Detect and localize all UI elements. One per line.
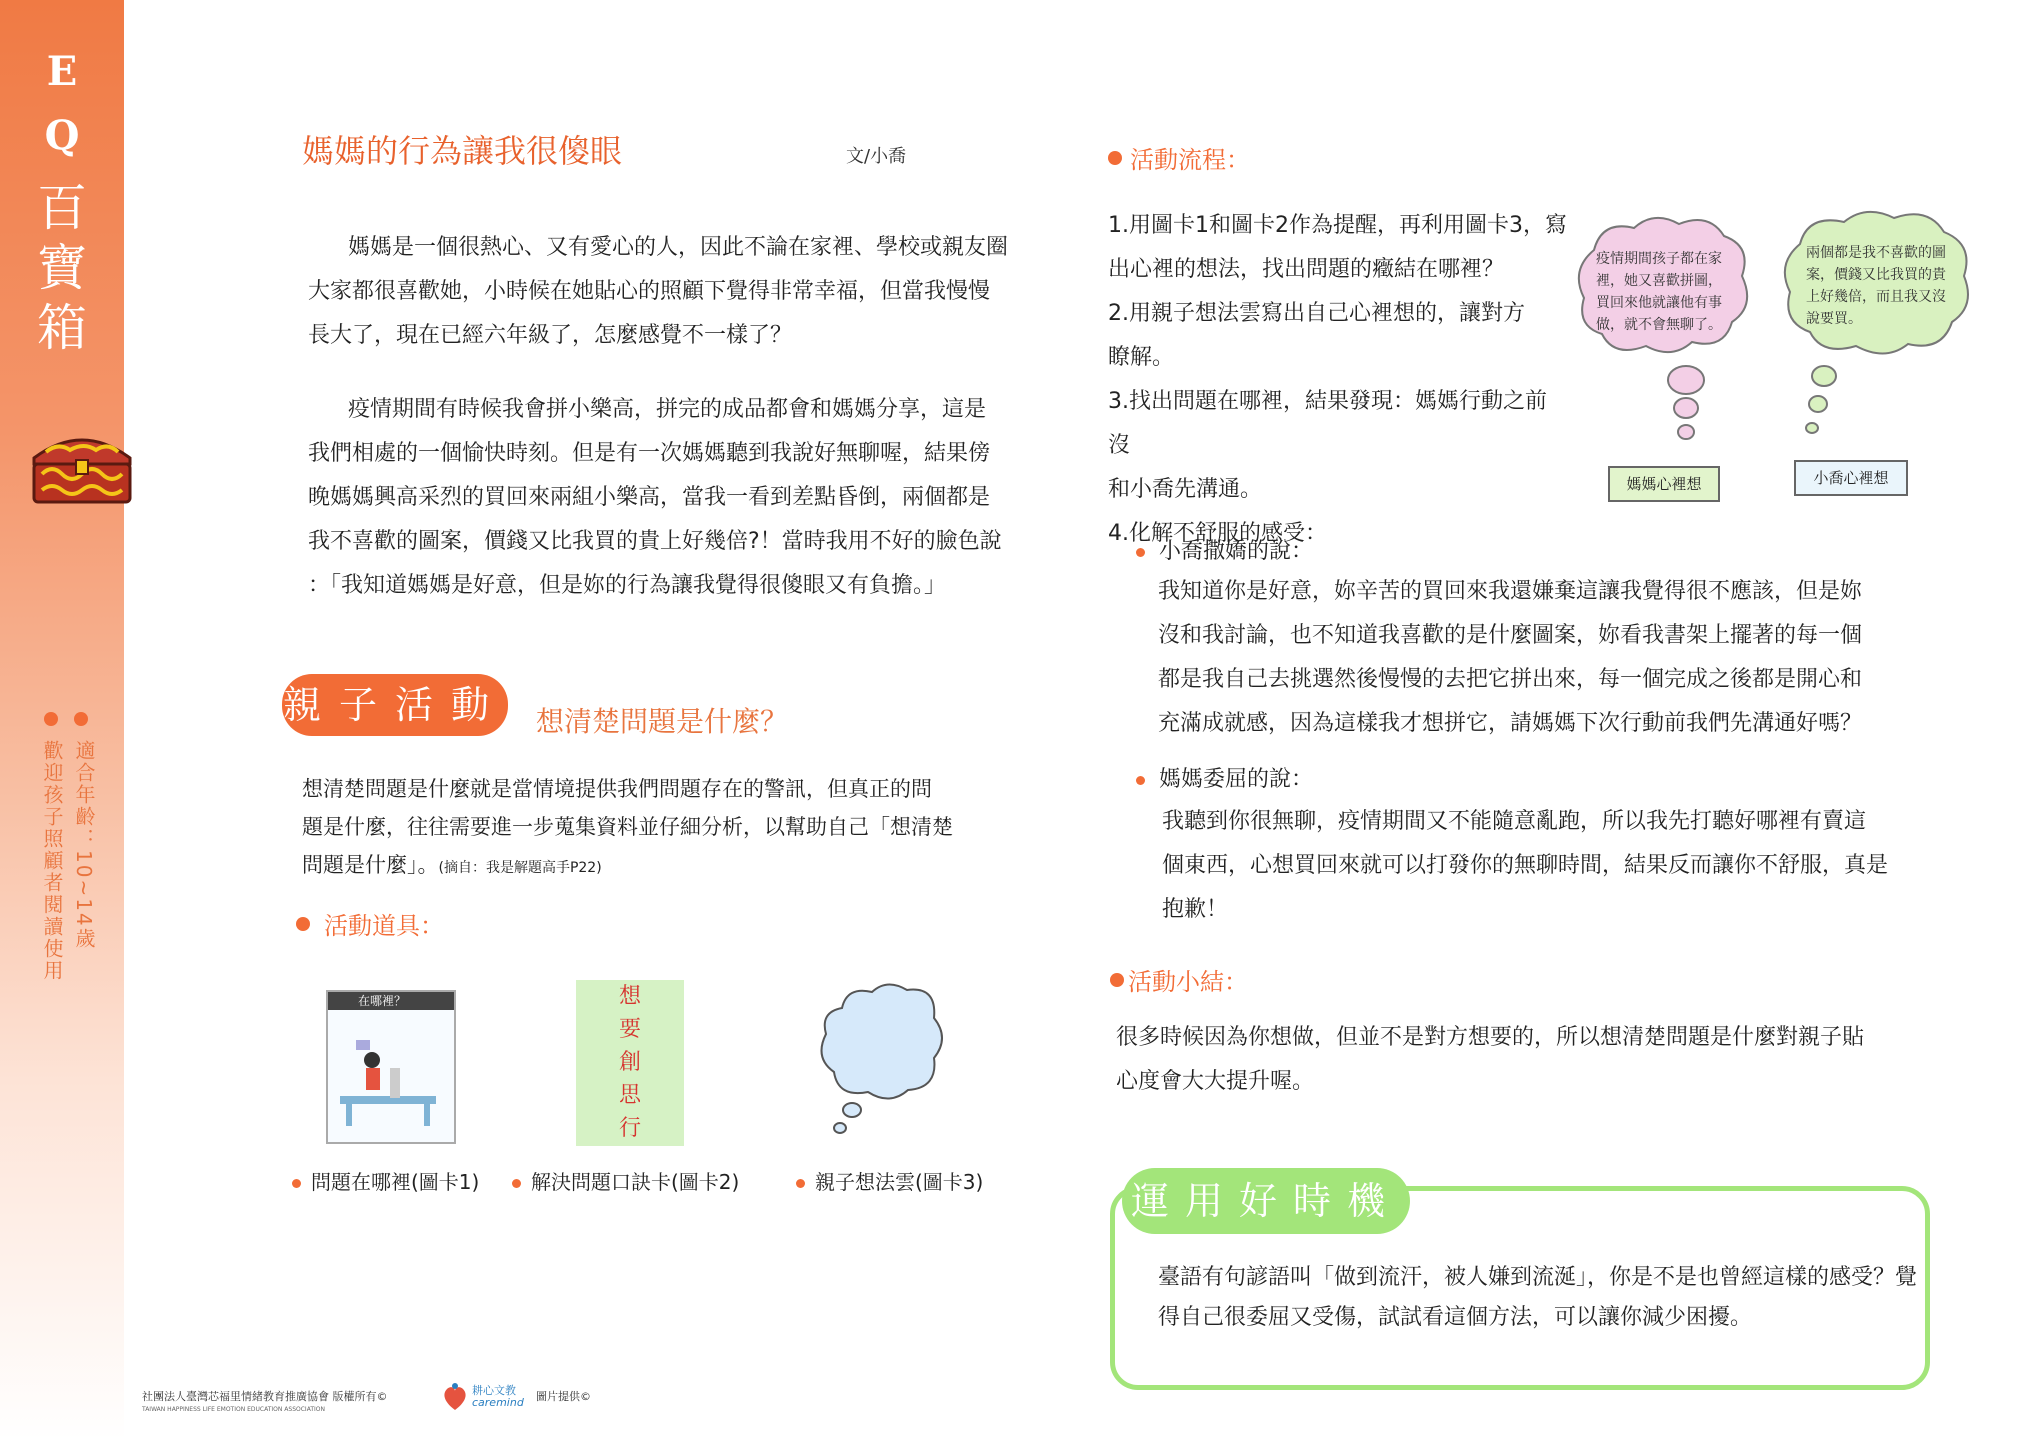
mom-thought-cloud xyxy=(1574,210,1754,470)
card-char: 思 xyxy=(618,1083,641,1108)
footer-org-english: TAIWAN HAPPINESS LIFE EMOTION EDUCATION ASSOCIATION xyxy=(142,1406,325,1413)
story-author: 文/小喬 xyxy=(846,146,907,167)
activity-intro: 想清楚問題是什麼就是當情境提供我們問題存在的警訊，但真正的問 題是什麼，往往需要進一步蒐集資料並仔細分析，以幫助自己「想清楚 問題是什麼」。(摘自：我是解題高手P22) xyxy=(302,777,953,877)
process-heading: 活動流程： xyxy=(1108,140,1250,175)
card-header: 在哪裡？ xyxy=(328,992,454,1010)
story-title: 媽媽的行為讓我很傻眼 xyxy=(302,132,623,170)
reader-note-text: 歡迎孩子照顧者閱讀使用 xyxy=(40,740,64,982)
activity-badge: 親子活動 xyxy=(282,674,508,736)
problem-card-image xyxy=(326,990,456,1144)
sidebar-letter-e: E xyxy=(46,48,78,95)
photo-credit: 圖片提供© xyxy=(536,1390,591,1403)
qiao-speech: 我知道你是好意，妳辛苦的買回來我還嫌棄這讓我覺得很不應該，但是妳 沒和我討論，也不知道我喜歡的是什麼圖案，妳看我書架上擺著的每一個 都是我自己去挑選然後慢慢的去把它拼出來，每一個完成之後都是開心和 充滿成就感，因為這樣我才想拼它，請媽媽下次行動前我們先溝通好嗎？ xyxy=(1158,579,1863,736)
tool-item: 解決問題口訣卡(圖卡2) xyxy=(512,1166,739,1195)
tool-item: 問題在哪裡(圖卡1) xyxy=(292,1166,479,1195)
process-steps: 1.用圖卡1和圖卡2作為提醒，再利用圖卡3，寫 出心裡的想法，找出問題的癥結在哪裡？ 2.用親子想法雲寫出自己心裡想的，讓對方 瞭解。 3.找出問題在哪裡，結果發現：媽媽行動之前沒 和小喬先溝通。 4.化解不舒服的感受： xyxy=(1108,213,1567,546)
solution-slogan-card xyxy=(576,980,684,1146)
summary-heading: 活動小結： xyxy=(1110,962,1248,997)
tools-heading: 活動道具： xyxy=(296,906,444,941)
sidebar-dot xyxy=(74,712,88,726)
mom-speech: 我聽到你很無聊，疫情期間又不能隨意亂跑，所以我先打聽好哪裡有賣這 個東西，心想買回來就可以打發你的無聊時間，結果反而讓你不舒服，真是 抱歉！ xyxy=(1162,809,1889,922)
card-char: 要 xyxy=(618,1017,641,1042)
sidebar-title-char: 箱 xyxy=(37,299,87,357)
bullet-dot xyxy=(1136,548,1145,557)
story-paragraph-2: 疫情期間有時候我會拼小樂高，拼完的成品都會和媽媽分享，這是 我們相處的一個愉快時刻。但是有一次媽媽聽到我說好無聊喔，結果傍 晚媽媽興高采烈的買回來兩組小樂高，當我一看到差點昏倒，兩個都是 我不喜歡的圖案，價錢又比我買的貴上好幾倍?！當時我用不好的臉色說 ：「我知道媽媽是好意，但是妳的行為讓我覺得很傻眼又有負擔。」 xyxy=(308,397,1002,598)
kid-thought-text: 兩個都是我不喜歡的圖案，價錢又比我買的貴上好幾倍，而且我又沒說要買。 xyxy=(1806,245,1946,327)
age-range-text: 適合年齡：10~14歲 xyxy=(72,740,96,950)
bullet-dot xyxy=(512,1179,521,1188)
bullet-dot xyxy=(296,917,310,931)
bullet-dot xyxy=(292,1179,301,1188)
mom-thought-label: 媽媽心裡想 xyxy=(1608,466,1720,502)
card-illustration xyxy=(328,1010,450,1138)
caremind-logo-icon xyxy=(442,1382,468,1412)
sidebar-title-char: 寶 xyxy=(37,239,87,297)
kid-thought-cloud xyxy=(1778,206,1978,456)
card-char: 創 xyxy=(618,1050,641,1075)
card-char: 想 xyxy=(618,984,641,1009)
treasure-chest-icon xyxy=(28,428,136,506)
sidebar-title-char: 百 xyxy=(37,179,87,237)
bullet-dot xyxy=(1108,151,1122,165)
qiao-heading: 小喬撒嬌的說： xyxy=(1136,534,1313,565)
bullet-dot xyxy=(1110,973,1124,987)
sidebar-letter-q: Q xyxy=(44,112,80,159)
mom-thought-text: 疫情期間孩子都在家裡，她又喜歡拼圖，買回來他就讓他有事做，就不會無聊了。 xyxy=(1596,251,1722,333)
good-timing-text: 臺語有句諺語叫「做到流汗，被人嫌到流涎」，你是不是也曾經這樣的感受？覺 得自己很委屈又受傷，試試看這個方法，可以讓你減少困擾。 xyxy=(1158,1265,1918,1330)
mom-heading: 媽媽委屈的說： xyxy=(1136,762,1313,793)
summary-text: 很多時候因為你想做，但並不是對方想要的，所以想清楚問題是什麼對親子貼 心度會大大提升喔。 xyxy=(1116,1025,1865,1094)
source-note: (摘自：我是解題高手P22) xyxy=(438,860,602,876)
footer-org: 社團法人臺灣芯福里情緒教育推廣協會 版權所有© xyxy=(142,1390,388,1403)
bullet-dot xyxy=(1136,776,1145,785)
story-paragraph-1: 媽媽是一個很熱心、又有愛心的人，因此不論在家裡、學校或親友圈 大家都很喜歡她，小時候在她貼心的照顧下覺得非常幸福，但當我慢慢 長大了，現在已經六年級了，怎麼感覺不一樣了？ xyxy=(308,235,1009,348)
kid-thought-label: 小喬心裡想 xyxy=(1794,460,1908,496)
bullet-dot xyxy=(796,1179,805,1188)
good-timing-badge: 運用好時機 xyxy=(1122,1168,1410,1234)
logo-text: 耕心文教 xyxy=(472,1384,516,1397)
activity-subtitle: 想清楚問題是什麼？ xyxy=(536,705,789,738)
thought-cloud-card xyxy=(812,978,952,1138)
sidebar-dot xyxy=(44,712,58,726)
logo-english: caremind xyxy=(472,1396,524,1409)
tool-item: 親子想法雲(圖卡3) xyxy=(796,1166,983,1195)
card-char: 行 xyxy=(618,1116,641,1141)
